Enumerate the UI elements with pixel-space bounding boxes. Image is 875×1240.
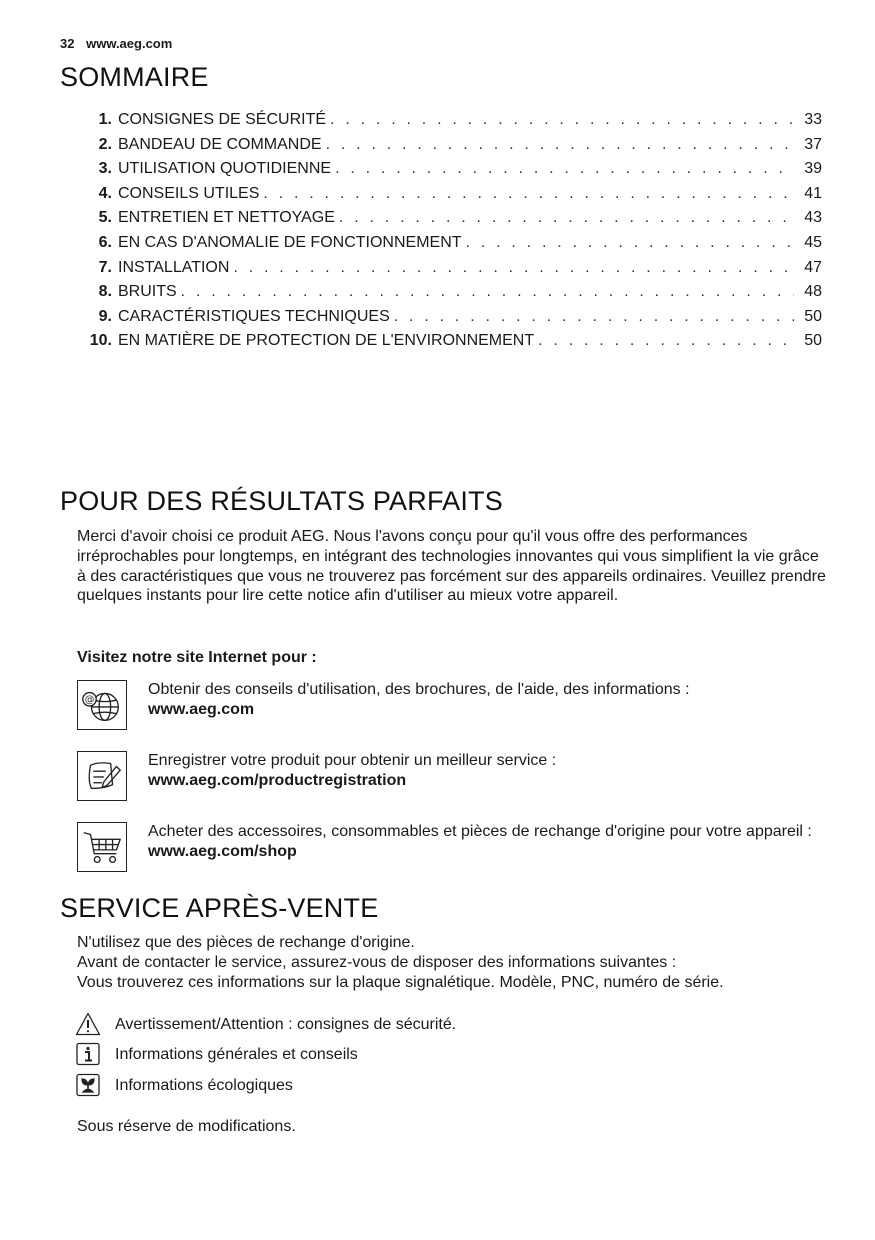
page-number: 32 — [60, 36, 75, 51]
toc-dot-leader — [339, 209, 794, 227]
toc-item-conseils-utiles[interactable] — [86, 185, 822, 210]
toc-item-number: 2. — [98, 135, 112, 153]
service-heading: SERVICE APRÈS-VENTE — [60, 893, 379, 923]
toc-item-number: 8. — [98, 283, 112, 301]
toc-item-title: CONSIGNES DE SÉCURITÉ — [118, 111, 327, 128]
toc-item-title: UTILISATION QUOTIDIENNE — [118, 160, 332, 178]
toc-item-number: 6. — [98, 233, 112, 251]
svg-text:@: @ — [84, 694, 95, 706]
toc-item-page: 43 — [804, 209, 822, 227]
legend-warning-text: Avertissement/Attention : consignes de sécurité. — [115, 1016, 457, 1033]
page-header — [60, 36, 172, 51]
ecology-icon — [75, 1073, 101, 1097]
toc-item-page: 47 — [804, 258, 822, 276]
toc-item-page: 50 — [804, 332, 822, 350]
toc-item-title: CONSEILS UTILES — [118, 184, 260, 202]
toc-item-page: 41 — [804, 184, 822, 202]
toc-dot-leader — [466, 234, 794, 252]
toc-dot-leader — [538, 332, 794, 350]
toc-item-number: 5. — [98, 209, 112, 227]
table-of-contents — [86, 111, 822, 357]
service-paragraph — [77, 933, 827, 992]
toc-item-title: BANDEAU DE COMMANDE — [118, 135, 322, 153]
toc-dot-leader — [326, 136, 794, 154]
modifications-note: Sous réserve de modifications. — [77, 1118, 296, 1135]
toc-dot-leader — [263, 185, 794, 203]
product-registration-description: Enregistrer votre produit pour obtenir un meilleur service : — [148, 752, 557, 769]
toc-item-page: 50 — [804, 307, 822, 325]
globe-at-icon — [77, 680, 127, 730]
toc-item-number: 4. — [98, 184, 112, 202]
toc-item-page: 45 — [804, 233, 822, 251]
sommaire-heading: SOMMAIRE — [60, 62, 209, 92]
toc-dot-leader — [330, 111, 794, 129]
toc-item-protection-environnement[interactable] — [86, 332, 822, 357]
toc-item-bandeau-commande[interactable] — [86, 136, 822, 161]
toc-item-title: EN MATIÈRE DE PROTECTION DE L'ENVIRONNEMENT — [118, 332, 535, 350]
toc-item-utilisation-quotidienne[interactable] — [86, 160, 822, 185]
visit-website-label: Visitez notre site Internet pour : — [77, 649, 317, 666]
toc-item-page: 39 — [804, 160, 822, 178]
toc-item-title: BRUITS — [118, 283, 177, 301]
legend-info-text: Informations générales et conseils — [115, 1046, 358, 1064]
product-registration-url[interactable]: www.aeg.com/productregistration — [148, 771, 407, 789]
header-site-link[interactable]: www.aeg.com — [86, 36, 173, 51]
toc-item-page: 48 — [804, 283, 822, 301]
info-icon — [75, 1042, 101, 1066]
toc-item-title: CARACTÉRISTIQUES TECHNIQUES — [118, 307, 390, 325]
product-registration-text — [148, 751, 818, 791]
toc-item-installation[interactable] — [86, 259, 822, 284]
shop-description: Acheter des accessoires, consommables et pièces de rechange d'origine pour votre appareil : — [148, 823, 812, 840]
shop-url[interactable]: www.aeg.com/shop — [148, 842, 297, 860]
toc-item-entretien-nettoyage[interactable] — [86, 209, 822, 234]
website-info-description: Obtenir des conseils d'utilisation, des brochures, de l'aide, des informations : — [148, 681, 690, 698]
service-line-before-contact: Avant de contacter le service, assurez-vous de disposer des informations suivantes : — [77, 953, 677, 971]
toc-dot-leader — [335, 160, 794, 178]
results-heading: POUR DES RÉSULTATS PARFAITS — [60, 486, 503, 516]
website-info-url[interactable]: www.aeg.com — [148, 700, 255, 718]
warning-triangle-icon — [75, 1012, 101, 1036]
toc-item-bruits[interactable] — [86, 283, 822, 308]
toc-dot-leader — [233, 259, 794, 277]
toc-item-consignes-securite[interactable] — [86, 111, 822, 136]
toc-item-number: 1. — [98, 111, 112, 128]
toc-item-caracteristiques-techniques[interactable] — [86, 308, 822, 333]
toc-dot-leader — [394, 308, 794, 326]
toc-dot-leader — [181, 283, 794, 301]
toc-item-title: EN CAS D'ANOMALIE DE FONCTIONNEMENT — [118, 233, 462, 251]
toc-item-number: 10. — [89, 332, 112, 350]
toc-item-number: 7. — [98, 258, 112, 276]
toc-item-title: INSTALLATION — [118, 258, 230, 276]
toc-item-title: ENTRETIEN ET NETTOYAGE — [118, 209, 335, 227]
toc-item-page: 37 — [804, 135, 822, 153]
toc-item-anomalie-fonctionnement[interactable] — [86, 234, 822, 259]
service-line-original-parts: N'utilisez que des pièces de rechange d'origine. — [77, 934, 415, 951]
intro-paragraph: Merci d'avoir choisi ce produit AEG. Nous l'avons conçu pour qu'il vous offre des performances irréprochables pour longtemps, en intégrant des technologies innovantes qui vous simplifient la vie grâce à des caractéristiques que vous ne trouverez pas forcément sur des appareils ordinaires. Veuillez prendre quelques instants pour lire cette notice afin d'utiliser au mieux votre appareil. — [77, 528, 826, 605]
shopping-cart-icon — [77, 822, 127, 872]
toc-item-page: 33 — [804, 111, 822, 128]
website-info-text — [148, 680, 818, 720]
service-line-rating-plate: Vous trouverez ces informations sur la plaque signalétique. Modèle, PNC, numéro de série. — [77, 973, 724, 991]
registration-document-icon — [77, 751, 127, 801]
toc-item-number: 9. — [98, 307, 112, 325]
legend-ecology-text: Informations écologiques — [115, 1076, 293, 1094]
toc-item-number: 3. — [98, 160, 112, 178]
shop-text — [148, 822, 818, 862]
